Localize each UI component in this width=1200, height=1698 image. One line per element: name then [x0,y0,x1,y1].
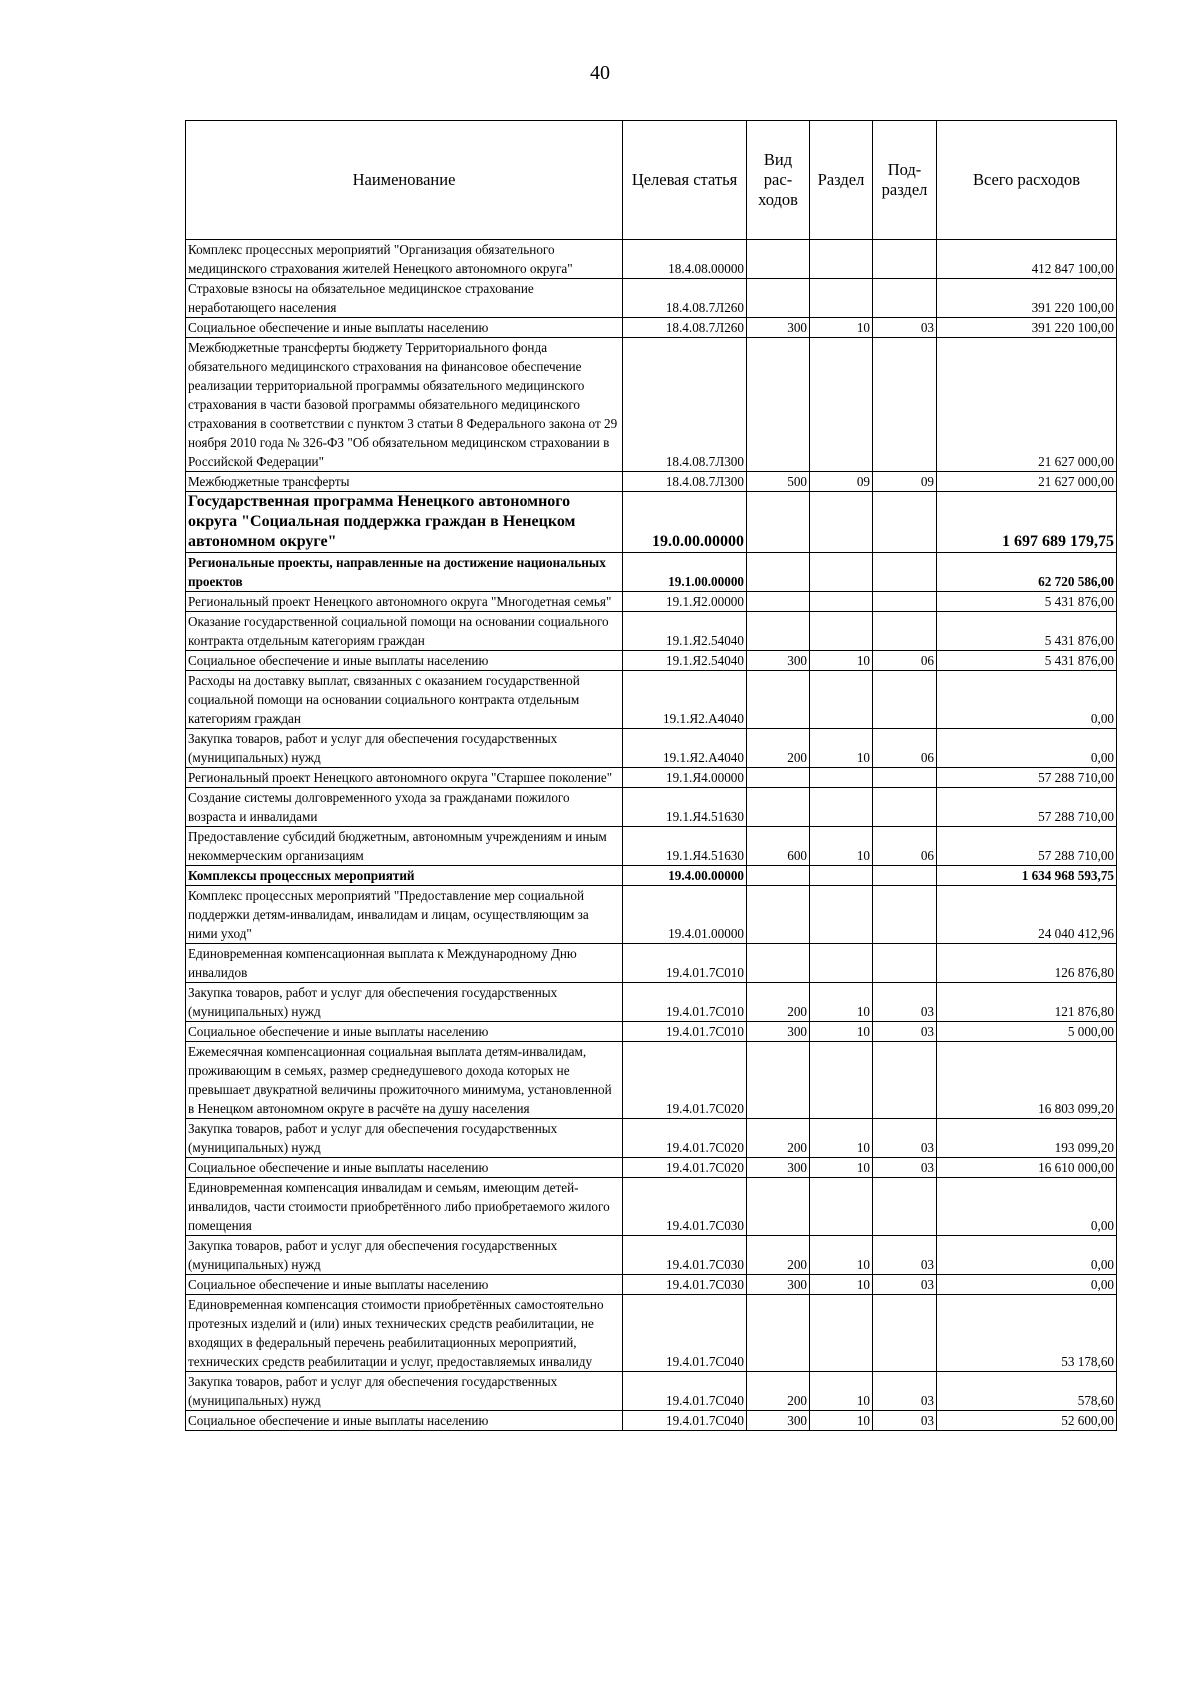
row-subsection [873,279,937,318]
row-target-code: 19.1.00.00000 [623,553,747,592]
page-number: 40 [590,62,610,84]
row-target-code: 18.4.08.7Л300 [623,472,747,492]
row-name: Закупка товаров, работ и услуг для обеспечения государственных (муниципальных) нужд [186,983,623,1022]
row-subsection: 06 [873,729,937,768]
row-name: Страховые взносы на обязательное медицинское страхование неработающего населения [186,279,623,318]
row-expense-type: 300 [747,1022,810,1042]
row-subsection [873,1042,937,1119]
row-total: 57 288 710,00 [937,788,1117,827]
row-name: Закупка товаров, работ и услуг для обеспечения государственных (муниципальных) нужд [186,1372,623,1411]
row-section [810,1295,873,1372]
row-total: 52 600,00 [937,1411,1117,1431]
row-target-code: 19.4.01.7С030 [623,1275,747,1295]
row-total: 126 876,80 [937,944,1117,983]
row-target-code: 19.1.Я2.А4040 [623,671,747,729]
row-subsection: 03 [873,1022,937,1042]
row-target-code: 18.4.08.7Л260 [623,279,747,318]
table-row [186,612,1117,651]
row-name: Социальное обеспечение и иные выплаты населению [186,1275,623,1295]
row-section: 10 [810,983,873,1022]
row-section: 10 [810,1275,873,1295]
table-row [186,788,1117,827]
row-total: 5 431 876,00 [937,612,1117,651]
row-target-code: 19.4.01.7С020 [623,1158,747,1178]
header-type: Вид рас- ходов [747,121,810,240]
table-row [186,827,1117,866]
row-subsection [873,1178,937,1236]
table-row [186,240,1117,279]
row-section [810,886,873,944]
header-total: Всего расходов [937,121,1117,240]
row-name: Комплексы процессных мероприятий [186,866,623,886]
row-section [810,1178,873,1236]
row-expense-type: 500 [747,472,810,492]
row-section [810,553,873,592]
row-expense-type: 200 [747,729,810,768]
table-row [186,472,1117,492]
row-expense-type: 200 [747,1372,810,1411]
row-subsection [873,592,937,612]
table-row [186,944,1117,983]
row-target-code: 19.1.Я4.51630 [623,788,747,827]
row-expense-type [747,592,810,612]
row-expense-type [747,612,810,651]
row-target-code: 18.4.08.7Л300 [623,338,747,472]
row-section [810,671,873,729]
row-subsection: 06 [873,651,937,671]
table-row [186,553,1117,592]
table-row [186,1022,1117,1042]
row-subsection: 03 [873,1275,937,1295]
table-row [186,1236,1117,1275]
row-name: Единовременная компенсация инвалидам и семьям, имеющим детей-инвалидов, части стоимости приобретённого либо приобретаемого жилого помещения [186,1178,623,1236]
header-target: Целевая статья [623,121,747,240]
row-total: 5 431 876,00 [937,592,1117,612]
row-name: Закупка товаров, работ и услуг для обеспечения государственных (муниципальных) нужд [186,729,623,768]
row-target-code: 19.1.Я4.51630 [623,827,747,866]
row-name: Социальное обеспечение и иные выплаты населению [186,1158,623,1178]
row-name: Межбюджетные трансферты [186,472,623,492]
row-target-code: 19.4.01.7С020 [623,1042,747,1119]
row-expense-type [747,1042,810,1119]
row-total: 21 627 000,00 [937,472,1117,492]
row-subsection [873,553,937,592]
row-name: Закупка товаров, работ и услуг для обеспечения государственных (муниципальных) нужд [186,1236,623,1275]
table-row [186,729,1117,768]
row-total: 0,00 [937,1178,1117,1236]
row-total: 412 847 100,00 [937,240,1117,279]
row-subsection [873,492,937,553]
row-target-code: 19.4.00.00000 [623,866,747,886]
row-name: Создание системы долговременного ухода за гражданами пожилого возраста и инвалидами [186,788,623,827]
row-name: Социальное обеспечение и иные выплаты населению [186,1411,623,1431]
row-total: 53 178,60 [937,1295,1117,1372]
table-row [186,318,1117,338]
row-subsection [873,338,937,472]
row-subsection: 03 [873,318,937,338]
row-expense-type [747,492,810,553]
row-section: 10 [810,1119,873,1158]
row-expense-type: 300 [747,1275,810,1295]
row-total: 121 876,80 [937,983,1117,1022]
row-section [810,944,873,983]
row-subsection: 03 [873,1119,937,1158]
row-total: 1 634 968 593,75 [937,866,1117,886]
row-target-code: 19.1.Я2.54040 [623,612,747,651]
row-total: 62 720 586,00 [937,553,1117,592]
row-section [810,338,873,472]
row-target-code: 19.4.01.7С020 [623,1119,747,1158]
row-name: Социальное обеспечение и иные выплаты населению [186,1022,623,1042]
table-row [186,1411,1117,1431]
row-name: Социальное обеспечение и иные выплаты населению [186,318,623,338]
row-target-code: 18.4.08.7Л260 [623,318,747,338]
row-target-code: 19.4.01.7С010 [623,983,747,1022]
row-total: 0,00 [937,1275,1117,1295]
row-name: Закупка товаров, работ и услуг для обеспечения государственных (муниципальных) нужд [186,1119,623,1158]
row-subsection [873,240,937,279]
row-section [810,866,873,886]
row-section: 10 [810,1158,873,1178]
row-section [810,240,873,279]
table-row [186,492,1117,553]
row-section: 10 [810,1236,873,1275]
header-name: Наименование [186,121,623,240]
row-target-code: 19.4.01.7С010 [623,944,747,983]
row-name: Межбюджетные трансферты бюджету Территориального фонда обязательного медицинского страхования на финансовое обеспечение реализации территориальной программы обязательного медицинского страхования в части базовой программы обязательного медицинского страхования в соответствии с пунктом 3 статьи 8 Федерального закона от 29 ноября 2010 года № 326-ФЗ "Об обязательном медицинском страховании в Российской Федерации" [186,338,623,472]
row-section: 10 [810,1022,873,1042]
row-expense-type [747,553,810,592]
row-subsection [873,944,937,983]
row-target-code: 19.4.01.7С030 [623,1236,747,1275]
row-expense-type [747,1178,810,1236]
row-expense-type: 200 [747,1119,810,1158]
row-subsection: 03 [873,1411,937,1431]
row-name: Предоставление субсидий бюджетным, автономным учреждениям и иным некоммерческим организациям [186,827,623,866]
row-section [810,592,873,612]
row-section [810,492,873,553]
table-row [186,338,1117,472]
budget-table [185,120,1117,1431]
row-expense-type: 600 [747,827,810,866]
row-section: 10 [810,318,873,338]
row-target-code: 19.4.01.7С040 [623,1411,747,1431]
row-total: 391 220 100,00 [937,279,1117,318]
row-total: 57 288 710,00 [937,827,1117,866]
row-section: 10 [810,1372,873,1411]
row-target-code: 19.1.Я4.00000 [623,768,747,788]
row-total: 5 000,00 [937,1022,1117,1042]
row-expense-type: 200 [747,1236,810,1275]
row-expense-type [747,240,810,279]
header-subsection: Под- раздел [873,121,937,240]
table-row [186,1158,1117,1178]
row-expense-type [747,768,810,788]
header-row [186,121,1117,240]
table-row [186,983,1117,1022]
row-name: Оказание государственной социальной помощи на основании социального контракта отдельным категориям граждан [186,612,623,651]
row-subsection: 03 [873,1236,937,1275]
row-target-code: 19.1.Я2.54040 [623,651,747,671]
row-section: 09 [810,472,873,492]
row-expense-type: 300 [747,1158,810,1178]
row-name: Единовременная компенсация стоимости приобретённых самостоятельно протезных изделий и (или) иных технических средств реабилитации, не входящих в федеральный перечень реабилитационных мероприятий, технических средств реабилитации и услуг, предоставляемых инвалиду [186,1295,623,1372]
row-subsection [873,1295,937,1372]
row-subsection: 06 [873,827,937,866]
row-section [810,1042,873,1119]
row-name: Единовременная компенсационная выплата к Международному Дню инвалидов [186,944,623,983]
row-section [810,279,873,318]
row-total: 21 627 000,00 [937,338,1117,472]
row-subsection: 03 [873,983,937,1022]
row-name: Комплекс процессных мероприятий "Предоставление мер социальной поддержки детям-инвалидам, инвалидам и лицам, осуществляющим за ними уход" [186,886,623,944]
row-target-code: 19.1.Я2.00000 [623,592,747,612]
row-subsection [873,866,937,886]
row-total: 16 610 000,00 [937,1158,1117,1178]
row-name: Региональные проекты, направленные на достижение национальных проектов [186,553,623,592]
row-total: 0,00 [937,729,1117,768]
row-section: 10 [810,827,873,866]
row-name: Государственная программа Ненецкого автономного округа "Социальная поддержка граждан в Ненецком автономном округе" [186,492,623,553]
row-total: 57 288 710,00 [937,768,1117,788]
row-name: Ежемесячная компенсационная социальная выплата детям-инвалидам, проживающим в семьях, размер среднедушевого дохода которых не превышает двукратной величины прожиточного минимума, установленной в Ненецком автономном округе в расчёте на душу населения [186,1042,623,1119]
row-subsection [873,671,937,729]
row-subsection: 03 [873,1158,937,1178]
table-row [186,1295,1117,1372]
row-target-code: 19.4.01.7С030 [623,1178,747,1236]
row-target-code: 19.4.01.7С040 [623,1372,747,1411]
row-expense-type [747,886,810,944]
row-expense-type [747,338,810,472]
row-name: Региональный проект Ненецкого автономного округа "Многодетная семья" [186,592,623,612]
row-expense-type: 300 [747,651,810,671]
row-section [810,788,873,827]
row-section [810,612,873,651]
row-subsection [873,612,937,651]
table-row [186,279,1117,318]
row-subsection: 09 [873,472,937,492]
row-expense-type: 300 [747,1411,810,1431]
row-target-code: 19.4.01.7С040 [623,1295,747,1372]
header-section: Раздел [810,121,873,240]
row-name: Расходы на доставку выплат, связанных с оказанием государственной социальной помощи на основании социального контракта отдельным категориям граждан [186,671,623,729]
row-total: 0,00 [937,671,1117,729]
row-expense-type [747,1295,810,1372]
row-expense-type [747,866,810,886]
row-total: 0,00 [937,1236,1117,1275]
row-target-code: 19.1.Я2.А4040 [623,729,747,768]
row-name: Социальное обеспечение и иные выплаты населению [186,651,623,671]
table-row [186,1042,1117,1119]
row-name: Комплекс процессных мероприятий "Организация обязательного медицинского страхования жителей Ненецкого автономного округа" [186,240,623,279]
table-row [186,1119,1117,1158]
table-row [186,671,1117,729]
row-expense-type: 200 [747,983,810,1022]
row-target-code: 19.4.01.00000 [623,886,747,944]
row-section: 10 [810,729,873,768]
table-row [186,651,1117,671]
row-expense-type [747,279,810,318]
row-expense-type: 300 [747,318,810,338]
row-subsection [873,886,937,944]
table-row [186,886,1117,944]
table-row [186,866,1117,886]
row-total: 391 220 100,00 [937,318,1117,338]
table-row [186,1275,1117,1295]
row-subsection [873,768,937,788]
row-total: 578,60 [937,1372,1117,1411]
row-expense-type [747,788,810,827]
row-section: 10 [810,1411,873,1431]
row-total: 1 697 689 179,75 [937,492,1117,553]
row-expense-type [747,671,810,729]
row-section: 10 [810,651,873,671]
row-subsection: 03 [873,1372,937,1411]
row-section [810,768,873,788]
row-total: 16 803 099,20 [937,1042,1117,1119]
table-row [186,592,1117,612]
row-total: 193 099,20 [937,1119,1117,1158]
row-total: 5 431 876,00 [937,651,1117,671]
table-row [186,768,1117,788]
row-target-code: 19.4.01.7С010 [623,1022,747,1042]
row-name: Региональный проект Ненецкого автономного округа "Старшее поколение" [186,768,623,788]
row-total: 24 040 412,96 [937,886,1117,944]
table-row [186,1372,1117,1411]
row-subsection [873,788,937,827]
row-target-code: 19.0.00.00000 [623,492,747,553]
row-target-code: 18.4.08.00000 [623,240,747,279]
table-row [186,1178,1117,1236]
row-expense-type [747,944,810,983]
